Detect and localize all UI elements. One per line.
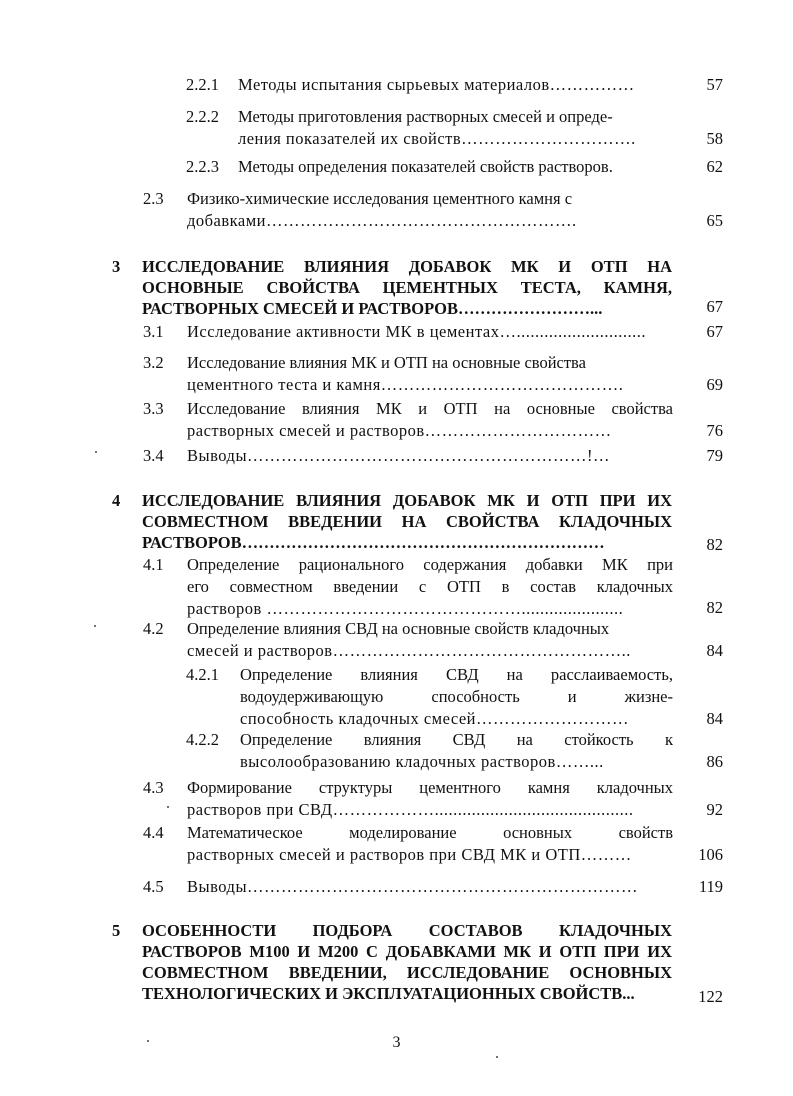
section-number: 3.2	[143, 353, 164, 372]
page-ref: 82	[706, 598, 723, 617]
page-ref: 67	[706, 297, 723, 316]
chapter-title-line: РАСТВОРОВ М100 И М200 С ДОБАВКАМИ МК И ОТП ПРИ ИХ	[142, 942, 672, 961]
section-number: 4.1	[143, 555, 164, 574]
section-title-line: Математическое моделирование основных свойств	[187, 823, 673, 842]
section-title-line: растворов при СВД………………...........................................	[187, 800, 634, 819]
chapter-title-line: ИССЛЕДОВАНИЕ ВЛИЯНИЯ ДОБАВОК МК И ОТП ПРИ ИХ	[142, 491, 672, 510]
section-title: Методы определения показателей свойств растворов.	[238, 157, 613, 176]
toc-entry-3-3	[143, 398, 683, 442]
page-ref: 84	[706, 641, 723, 660]
section-number: 2.2.3	[186, 157, 219, 176]
page-ref: 65	[706, 211, 723, 230]
toc-chapter-3	[112, 256, 682, 322]
section-title-line: высолообразованию кладочных растворов……...	[240, 752, 604, 771]
chapter-title-line: СОВМЕСТНОМ ВВЕДЕНИИ НА СВОЙСТВА КЛАДОЧНЫХ	[142, 512, 672, 531]
section-title-line: смесей и растворов……………………………………………..	[187, 641, 631, 660]
chapter-number: 5	[112, 921, 121, 940]
scan-speck	[167, 806, 169, 808]
toc-entry-3-4	[143, 445, 683, 467]
chapter-title-line: ОСОБЕННОСТИ ПОДБОРА СОСТАВОВ КЛАДОЧНЫХ	[142, 921, 672, 940]
section-title-line: растворов ………………………………………......................	[187, 599, 624, 618]
chapter-title-line: ОСНОВНЫЕ СВОЙСТВА ЦЕМЕНТНЫХ ТЕСТА, КАМНЯ,	[142, 278, 672, 297]
section-title-line: растворных смесей и растворов при СВД МК и ОТП………	[187, 845, 632, 864]
page-ref: 122	[698, 987, 723, 1006]
section-title-line: Исследование влияния МК и ОТП на основные свойства	[187, 353, 586, 372]
section-title-line: водоудерживающую способность и жизне-	[240, 687, 673, 706]
section-title: Исследование активности МК в цементах…............................	[187, 322, 646, 341]
toc-entry-4-3	[143, 777, 683, 821]
section-title-line: ления показателей их свойств………………………….	[238, 129, 636, 148]
chapter-title-line: СОВМЕСТНОМ ВВЕДЕНИИ, ИССЛЕДОВАНИЕ ОСНОВНЫХ	[142, 963, 672, 982]
toc-entry-3-2	[143, 352, 683, 396]
section-title: Выводы……………………………………………………!…	[187, 446, 611, 465]
section-title-line: Определение влияния СВД на расслаиваемость,	[240, 665, 673, 684]
section-number: 4.2.2	[186, 730, 219, 749]
section-number: 2.2.1	[186, 75, 219, 94]
chapter-title-line: РАСТВОРНЫХ СМЕСЕЙ И РАСТВОРОВ……………………...	[142, 299, 603, 318]
section-title-line: Исследование влияния МК и ОТП на основные свойства	[187, 399, 673, 418]
page-ref: 86	[706, 752, 723, 771]
page-ref: 92	[706, 800, 723, 819]
toc-entry-2-3	[143, 188, 683, 232]
section-title-line: цементного теста и камня…………………………………….	[187, 375, 624, 394]
toc-entry-2-2-3	[186, 156, 726, 178]
section-title-line: Определение рационального содержания добавки МК при	[187, 555, 673, 574]
chapter-number: 3	[112, 257, 121, 276]
chapter-title-line: РАСТВОРОВ…………………………………………………………	[142, 533, 605, 552]
section-title-line: Определение влияния СВД на основные свойств кладочных	[187, 619, 610, 638]
section-number: 4.5	[143, 877, 164, 896]
chapter-title-line: ИССЛЕДОВАНИЕ ВЛИЯНИЯ ДОБАВОК МК И ОТП НА	[142, 257, 672, 276]
scan-speck	[94, 625, 96, 627]
toc-entry-4-2-2	[186, 729, 726, 773]
chapter-title-line: ТЕХНОЛОГИЧЕСКИХ И ЭКСПЛУАТАЦИОННЫХ СВОЙСТВ...	[142, 984, 635, 1003]
section-title-line: растворных смесей и растворов……………………………	[187, 421, 612, 440]
section-title-line: добавками……………………………………………….	[187, 211, 577, 230]
page-ref: 82	[706, 535, 723, 554]
scan-speck	[95, 451, 97, 453]
page-ref: 58	[706, 129, 723, 148]
toc-entry-2-2-1	[186, 74, 726, 96]
section-title: Выводы……………………………………………………………	[187, 877, 639, 896]
section-number: 2.2.2	[186, 107, 219, 126]
page-ref: 119	[698, 877, 723, 896]
section-title-line: Определение влияния СВД на стойкость к	[240, 730, 673, 749]
page-ref: 106	[698, 845, 723, 864]
toc-entry-4-2	[143, 618, 683, 662]
scan-speck	[147, 1040, 149, 1042]
page-ref: 57	[706, 75, 723, 94]
page-ref: 84	[706, 709, 723, 728]
section-number: 3.1	[143, 322, 164, 341]
toc-chapter-5	[112, 920, 682, 1008]
toc-entry-4-2-1	[186, 664, 726, 730]
toc-entry-4-4	[143, 822, 683, 866]
section-number: 3.4	[143, 446, 164, 465]
page-ref: 62	[706, 157, 723, 176]
page-ref: 76	[706, 421, 723, 440]
section-number: 4.4	[143, 823, 164, 842]
toc-chapter-4	[112, 490, 682, 556]
section-title-line: Физико-химические исследования цементного камня с	[187, 189, 573, 208]
section-title-line: Методы приготовления растворных смесей и опреде-	[238, 107, 613, 126]
section-title: Методы испытания сырьевых материалов……………	[238, 75, 635, 94]
page-ref: 79	[706, 446, 723, 465]
page-number: 3	[392, 1034, 401, 1051]
chapter-number: 4	[112, 491, 121, 510]
scan-speck	[496, 1056, 498, 1058]
section-title-line: способность кладочных смесей………………………	[240, 709, 630, 728]
section-number: 3.3	[143, 399, 164, 418]
page-ref: 69	[706, 375, 723, 394]
toc-entry-2-2-2	[186, 106, 726, 150]
toc-entry-4-1	[143, 554, 683, 620]
page-ref: 67	[706, 322, 723, 341]
section-number: 4.2.1	[186, 665, 219, 684]
toc-entry-3-1	[143, 321, 683, 343]
section-number: 4.3	[143, 778, 164, 797]
section-number: 4.2	[143, 619, 164, 638]
section-number: 2.3	[143, 189, 164, 208]
section-title-line: Формирование структуры цементного камня кладочных	[187, 778, 673, 797]
toc-entry-4-5	[143, 876, 683, 898]
section-title-line: его совместном введении с ОТП в состав кладочных	[187, 577, 673, 596]
